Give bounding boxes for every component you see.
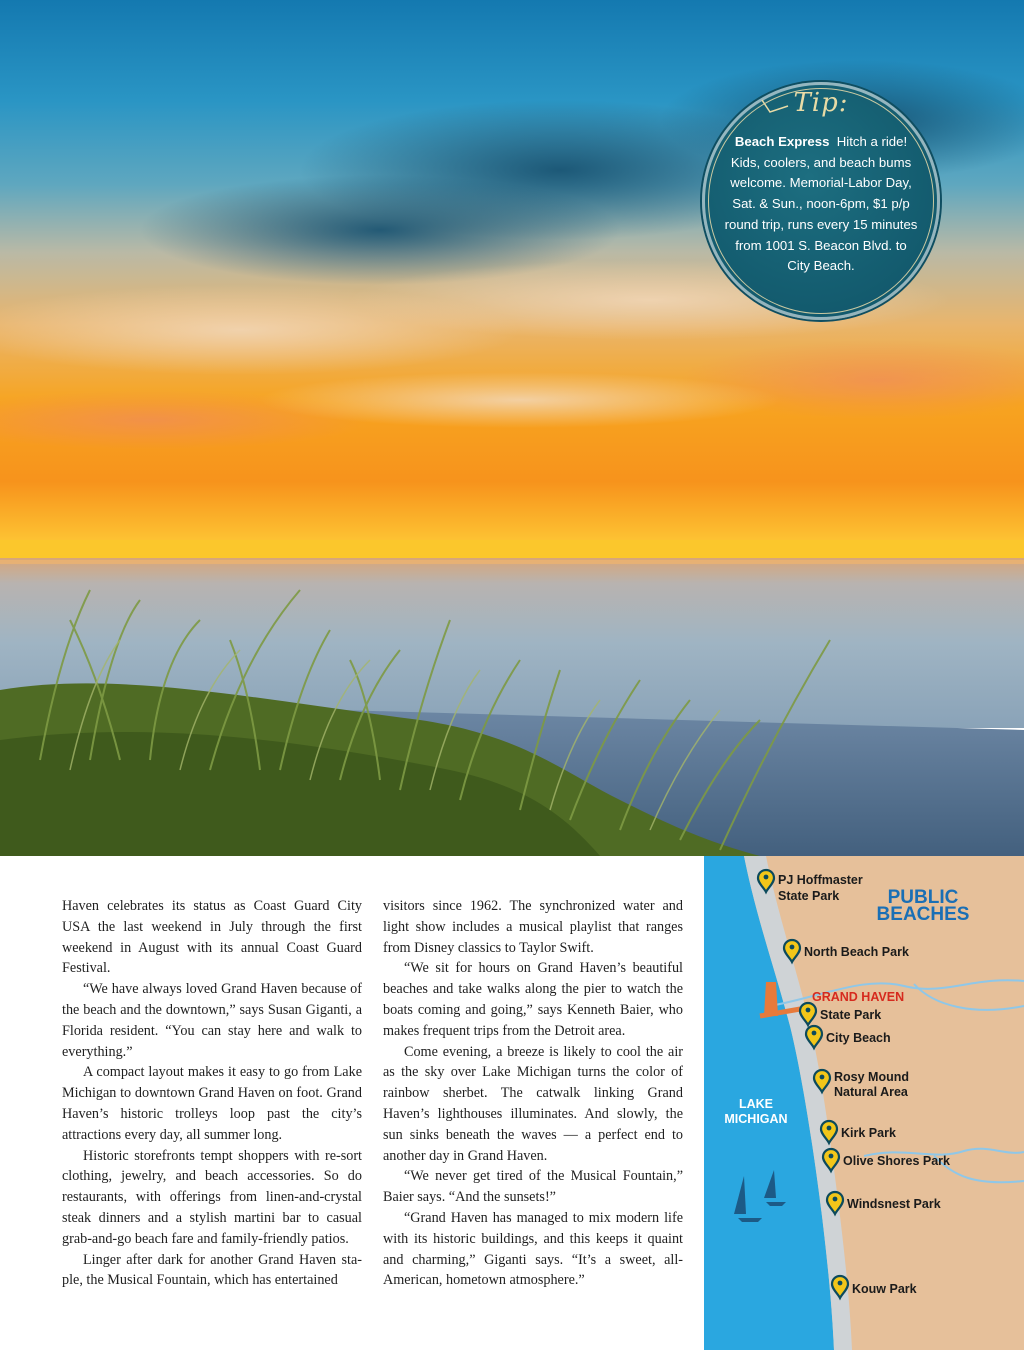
tip-heading: Tip: <box>793 88 849 118</box>
paragraph: “We have always loved Grand Haven because of the beach and the downtown,” says Susan Giganti, a Florida resident. “You can stay here and walk to everything.” <box>62 981 362 1060</box>
paragraph: Come evening, a breeze is likely to cool the air as the sky over Lake Michigan turns the color of rainbow sherbet. The catwalk linking Grand Haven’s lighthouses illuminates. And slowly, the sun sinks beneath the waves — a perfect end to another day in Grand Haven. <box>383 1043 683 1164</box>
lake-label-line1: LAKE <box>738 1097 774 1111</box>
beach-label: Kirk Park <box>841 1126 896 1140</box>
article-column-1 <box>62 896 362 1291</box>
beach-label: Natural Area <box>834 1085 908 1099</box>
public-beaches-map <box>704 856 1024 1350</box>
paragraph: Historic storefronts tempt shoppers with re-sort clothing, jewelry, and beach accessories. So do restaurants, with offerings from linen-and-crystal steak dinners and a stylish martini bar to casual grab-and-go beach fare and family-friendly patios. <box>62 1147 362 1247</box>
city-label: GRAND HAVEN <box>812 990 905 1004</box>
beach-label: North Beach Park <box>804 945 909 959</box>
paragraph: visitors since 1962. The synchronized water and light show includes a musical playlist that ranges from Disney classics to Taylor Swift. <box>383 898 683 956</box>
beach-label: Olive Shores Park <box>843 1154 951 1168</box>
article-column-2 <box>383 896 683 1291</box>
beach-label: Kouw Park <box>852 1282 917 1296</box>
beach-label: City Beach <box>826 1031 891 1045</box>
paragraph: “We never get tired of the Musical Fountain,” Baier says. “And the sunsets!” <box>383 1168 683 1206</box>
beach-label: Windsnest Park <box>847 1197 941 1211</box>
tip-badge <box>702 82 940 320</box>
beach-label: State Park <box>820 1008 882 1022</box>
paragraph: “Grand Haven has managed to mix modern life with its historic buildings, and this keeps it quaint and charming,” Giganti says. “It’s a sweet, all-American, hometown atmosphere.” <box>383 1209 683 1289</box>
lake-label-line2: MICHIGAN <box>724 1112 788 1126</box>
map-title-line2: BEACHES <box>876 904 970 925</box>
paragraph: A compact layout makes it easy to go from Lake Michigan to downtown Grand Haven on foot. Grand Haven’s historic trolleys loop past the city’s attractions every day, all summer long. <box>62 1064 362 1143</box>
map-title-line1: PUBLIC <box>887 887 959 908</box>
paragraph: “We sit for hours on Grand Haven’s beautiful beaches and take walks along the pier to watch the boats coming and going,” says Kenneth Baier, who makes frequent trips from the Detroit area. <box>383 960 683 1039</box>
beach-label: State Park <box>778 889 840 903</box>
beach-label: PJ Hoffmaster <box>778 873 863 887</box>
paragraph: Linger after dark for another Grand Haven sta-ple, the Musical Fountain, which has entertained <box>62 1251 362 1289</box>
paragraph: Haven celebrates its status as Coast Guard City USA the last weekend in July through the first weekend in August with its annual Coast Guard Festival. <box>62 898 362 977</box>
lighthouse-icon <box>764 982 778 1016</box>
tip-body <box>724 132 918 277</box>
map-graphic <box>704 856 1024 1350</box>
beach-label: Rosy Mound <box>834 1070 909 1084</box>
tip-text: Hitch a ride! Kids, coolers, and beach bums welcome. Memorial-Labor Day, Sat. & Sun., noon-6pm, $1 p/p round trip, runs every 15 minutes from 1001 S. Beacon Blvd. to City Beach. <box>724 134 918 274</box>
tip-title: Beach Express <box>734 134 830 149</box>
